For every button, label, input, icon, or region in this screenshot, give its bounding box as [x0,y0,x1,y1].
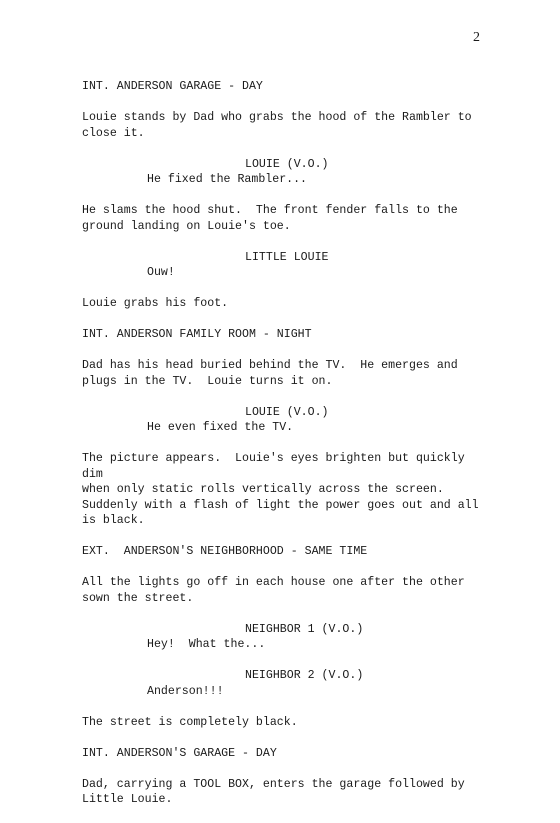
action-line: Louie grabs his foot. [82,297,229,310]
scene-heading: INT. ANDERSON GARAGE - DAY [82,80,263,93]
dialogue-line: Ouw! [147,266,175,279]
dialogue-line: Anderson!!! [147,684,224,698]
action-line: The street is completely black. [82,715,298,729]
action-line: The picture appears. Louie's eyes brighten but quickly dim when only static rolls vertically across the screen. Suddenly with a flash of light the power goes out and all is black. [82,452,479,527]
action-line: He slams the hood shut. The front fender falls to the ground landing on Louie's toe. [82,204,458,233]
action-line: All the lights go off in each house one after the other sown the street. [82,576,465,605]
scene-heading: EXT. ANDERSON'S NEIGHBORHOOD - SAME TIME [82,545,368,558]
action-line: Dad has his head buried behind the TV. He emerges and plugs in the TV. Louie turns it on. [82,359,458,388]
dialogue-line: He fixed the Rambler... [147,173,308,186]
page-number: 2 [473,30,480,45]
character-name: NEIGHBOR 1 (V.O.) [245,622,364,636]
character-name: NEIGHBOR 2 (V.O.) [245,669,364,682]
action-line: Louie stands by Dad who grabs the hood of the Rambler to close it. [82,111,472,140]
dialogue-line: Hey! What the... [147,638,266,651]
scene-heading: INT. ANDERSON'S GARAGE - DAY [82,746,277,760]
scene-heading: INT. ANDERSON FAMILY ROOM - NIGHT [82,328,312,341]
dialogue-line: He even fixed the TV. [147,421,294,434]
character-name: LOUIE (V.O.) [245,405,329,419]
character-name: LOUIE (V.O.) [245,157,329,171]
action-line: Dad, carrying a TOOL BOX, enters the garage followed by Little Louie. [82,777,465,806]
character-name: LITTLE LOUIE [245,250,329,264]
script-body [82,79,482,823]
